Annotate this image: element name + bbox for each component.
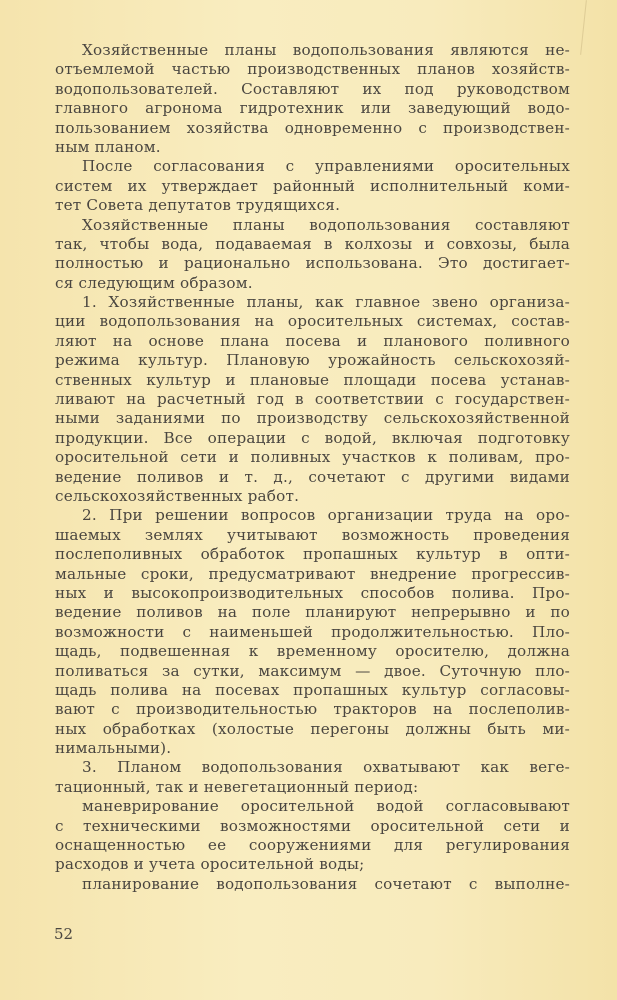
text-line: ляют на основе плана посева и планового поливного bbox=[55, 331, 570, 350]
text-line: главного агронома гидротехник или заведующий водо- bbox=[55, 99, 570, 118]
text-line: продукции. Все операции с водой, включая подготовку bbox=[55, 428, 570, 447]
text-line: нимальными). bbox=[55, 739, 172, 758]
text-line: 1. Хозяйственные планы, как главное звено организа- bbox=[82, 293, 570, 312]
text-line: ся следующим образом. bbox=[55, 273, 253, 292]
page-number: 52 bbox=[54, 925, 74, 943]
text-line: ных обработках (холостые перегоны должны быть ми- bbox=[55, 719, 570, 738]
text-line: поливаться за сутки, максимум — двое. Суточную пло- bbox=[55, 661, 570, 680]
text-line: пользованием хозяйства одновременно с производствен- bbox=[55, 118, 570, 137]
text-line: отъемлемой частью производственных планов хозяйств- bbox=[55, 60, 570, 79]
text-line: послеполивных обработок пропашных культур в опти- bbox=[55, 545, 570, 564]
paragraph bbox=[55, 216, 570, 294]
text-line: ных и высокопроизводительных способов полива. Про- bbox=[55, 583, 570, 602]
text-line: мальные сроки, предусматривают внедрение прогрессив- bbox=[55, 564, 570, 583]
text-line: сельскохозяйственных работ. bbox=[55, 486, 300, 505]
text-line: маневрирование оросительной водой согласовывают bbox=[82, 797, 570, 816]
paragraph bbox=[55, 41, 570, 157]
paragraph bbox=[55, 797, 570, 875]
paragraph bbox=[55, 506, 570, 758]
text-line: 2. При решении вопросов организации труда на оро- bbox=[82, 506, 570, 525]
text-line: водопользователей. Составляют их под руководством bbox=[55, 79, 570, 98]
paper-crease bbox=[580, 0, 587, 55]
text-line: оросительной сети и поливных участков к поливам, про- bbox=[55, 448, 570, 467]
text-line: Хозяйственные планы водопользования составляют bbox=[82, 215, 570, 234]
text-line: щадь полива на посевах пропашных культур согласовы- bbox=[55, 680, 570, 699]
text-line: полностью и рационально использована. Это достигает- bbox=[55, 254, 570, 273]
text-line: режима культур. Плановую урожайность сельскохозяй- bbox=[55, 351, 570, 370]
paragraph bbox=[55, 875, 570, 894]
text-line: планирование водопользования сочетают с выполне- bbox=[82, 874, 570, 893]
page-body bbox=[55, 41, 570, 894]
text-line: систем их утверждает районный исполнительный коми- bbox=[55, 176, 570, 195]
paragraph bbox=[55, 758, 570, 797]
text-line: ведение поливов и т. д., сочетают с другими видами bbox=[55, 467, 570, 486]
text-line: возможности с наименьшей продолжительностью. Пло- bbox=[55, 622, 570, 641]
text-line: так, чтобы вода, подаваемая в колхозы и совхозы, была bbox=[55, 234, 570, 253]
text-line: ным планом. bbox=[55, 137, 161, 156]
text-line: шаемых землях учитывают возможность проведения bbox=[55, 525, 570, 544]
text-line: ведение поливов на поле планируют непрерывно и по bbox=[55, 603, 570, 622]
text-line: После согласования с управлениями оросительных bbox=[82, 157, 570, 176]
text-line: с техническими возможностями оросительной сети и bbox=[55, 816, 570, 835]
text-line: ливают на расчетный год в соответствии с государствен- bbox=[55, 390, 570, 409]
text-line: ции водопользования на оросительных системах, состав- bbox=[55, 312, 570, 331]
text-line: щадь, подвешенная к временному оросителю, должна bbox=[55, 642, 570, 661]
text-line: тет Совета депутатов трудящихся. bbox=[55, 196, 341, 215]
text-line: тационный, так и невегетационный период: bbox=[55, 777, 419, 796]
paragraph bbox=[55, 293, 570, 506]
paragraph bbox=[55, 157, 570, 215]
text-line: ными заданиями по производству сельскохозяйственной bbox=[55, 409, 570, 428]
text-line: расходов и учета оросительной воды; bbox=[55, 855, 365, 874]
text-line: вают с производительностью тракторов на послеполив- bbox=[55, 700, 570, 719]
text-line: 3. Планом водопользования охватывают как веге- bbox=[82, 758, 570, 777]
text-line: Хозяйственные планы водопользования являются не- bbox=[82, 41, 570, 59]
text-line: ственных культур и плановые площади посева устанав- bbox=[55, 370, 570, 389]
text-line: оснащенностью ее сооружениями для регулирования bbox=[55, 836, 570, 855]
